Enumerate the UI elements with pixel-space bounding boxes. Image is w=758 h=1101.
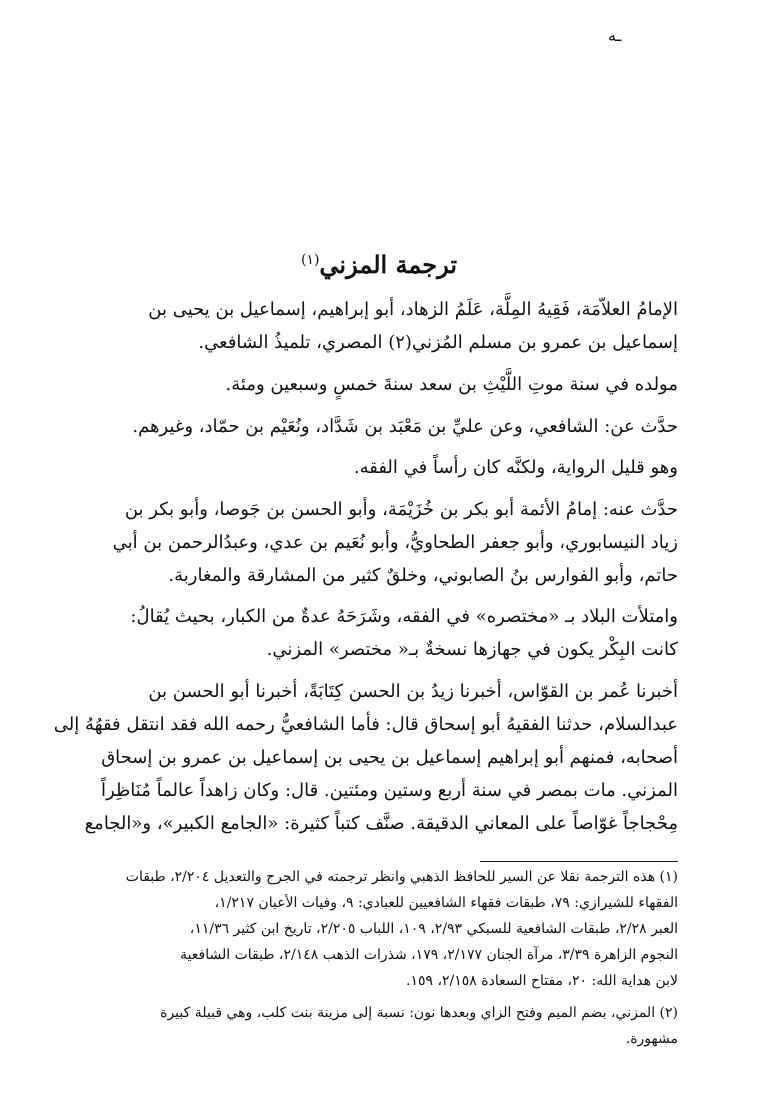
title-footnote-marker: (١) bbox=[300, 252, 320, 268]
body-line-13: أصحابه، فمنهم أبو إبراهيم إسماعيل بن يحيى بن إسماعيل بن عمرو بن إسحاق bbox=[101, 747, 678, 768]
top-mark: ـه bbox=[608, 26, 622, 45]
body-line-9: وامتلأت البلاد بـ «مختصره» في الفقه، وشَرَحَهُ عدةٌ من الكبار، بحيث يُقالُ: bbox=[130, 606, 678, 627]
title-block bbox=[0, 245, 758, 280]
footnote-1-line-2: الفقهاء للشيرازي: ٧٩، طبقات فقهاء الشافعيين للعبادي: ٩، وفيات الأعيان ١/٢١٧، bbox=[214, 895, 678, 911]
body-line-4: حدَّث عن: الشافعي، وعن عليِّ بن مَعْبَد بن شَدَّاد، ونُعَيْم بن حمّاد، وغيرهم. bbox=[132, 416, 678, 437]
body-line-7: زياد النيسابوري، وأبو جعفر الطحاويُّ، وأبو نُعَيم بن عدي، وعبدُالرحمن بن أبي bbox=[112, 532, 678, 553]
body-line-10: كانت البِكْر يكون في جهازها نسخةٌ بـ« مختصر» المزني. bbox=[266, 639, 678, 660]
body-line-11: أخبرنا عُمر بن القوّاس، أخبرنا زيدُ بن الحسن كِتَابَةً، أخبرنا أبو الحسن بن bbox=[148, 681, 678, 702]
footnote-2-line-1: (٢) المزني، بضم الميم وفتح الزاي وبعدها نون: نسبة إلى مزينة بنت كلب، وهي قبيلة كبيرة bbox=[160, 1005, 678, 1021]
body-line-1: الإمامُ العلاّمَة، فَقِيهُ المِلَّة، عَلَمُ الزهاد، أبو إبراهيم، إسماعيل بن يحيى بن bbox=[148, 299, 678, 320]
body-line-3: مولده في سنة موتِ اللَّيْثِ بن سعد سنةَ خمسٍ وسبعين ومئة. bbox=[225, 374, 678, 395]
body-line-2: إسماعيل بن عمرو بن مسلم المُزني(٢) المصري، تلميذُ الشافعي. bbox=[198, 332, 678, 353]
footnote-1-line-5: لابن هداية الله: ٢٠، مفتاح السعادة ٢/١٥٨، ١٥٩. bbox=[406, 973, 678, 989]
body-line-8: حاتم، وأبو الفوارس بنُ الصابوني، وخلقٌ كثير من المشارقة والمغاربة. bbox=[168, 565, 678, 586]
footnote-1-line-1: (١) هذه الترجمة نقلا عن السير للحافظ الذهبي وانظر ترجمته في الجرح والتعديل ٢/٢٠٤، طبقات bbox=[125, 869, 678, 885]
footnote-1-line-3: العبر ٢/٢٨، طبقات الشافعية للسبكي ٢/٩٣، ١٠٩، اللباب ٢/٢٠٥، تاريخ ابن كثير ١١/٣٦، bbox=[189, 921, 678, 937]
footnote-divider bbox=[480, 861, 678, 862]
body-line-6: حدَّث عنه: إمامُ الأئمة أبو بكر بن خُزَيْمَة، وأبو الحسن بن جَوصا، وأبو بكر بن bbox=[124, 499, 678, 520]
body-line-5: وهو قليل الرواية، ولكنَّه كان رأساً في الفقه. bbox=[353, 457, 678, 478]
title-text: ترجمة المزني bbox=[319, 250, 458, 279]
footnote-1-line-4: النجوم الزاهرة ٣/٣٩، مرآة الجنان ٢/١٧٧، ١٧٩، شذرات الذهب ٢/١٤٨، طبقات الشافعية bbox=[180, 947, 678, 963]
footnote-2-line-2: مشهورة. bbox=[625, 1031, 678, 1047]
body-line-14: المزني. مات بمصر في سنة أربع وستين ومئتين. قال: وكان زاهداً عالماً مُنَاظِراً bbox=[101, 780, 678, 801]
body-line-15: مِحْجاجاً غوّاصاً على المعاني الدقيقة. صنَّف كتباً كثيرة: «الجامع الكبير»، و«الجامع bbox=[84, 813, 678, 834]
page-title bbox=[301, 250, 457, 279]
body-line-12: عبدالسلام، حدثنا الفقيهُ أبو إسحاق قال: فأما الشافعيُّ رحمه الله فقد انتقل فقهُهُ إلى bbox=[53, 714, 678, 735]
